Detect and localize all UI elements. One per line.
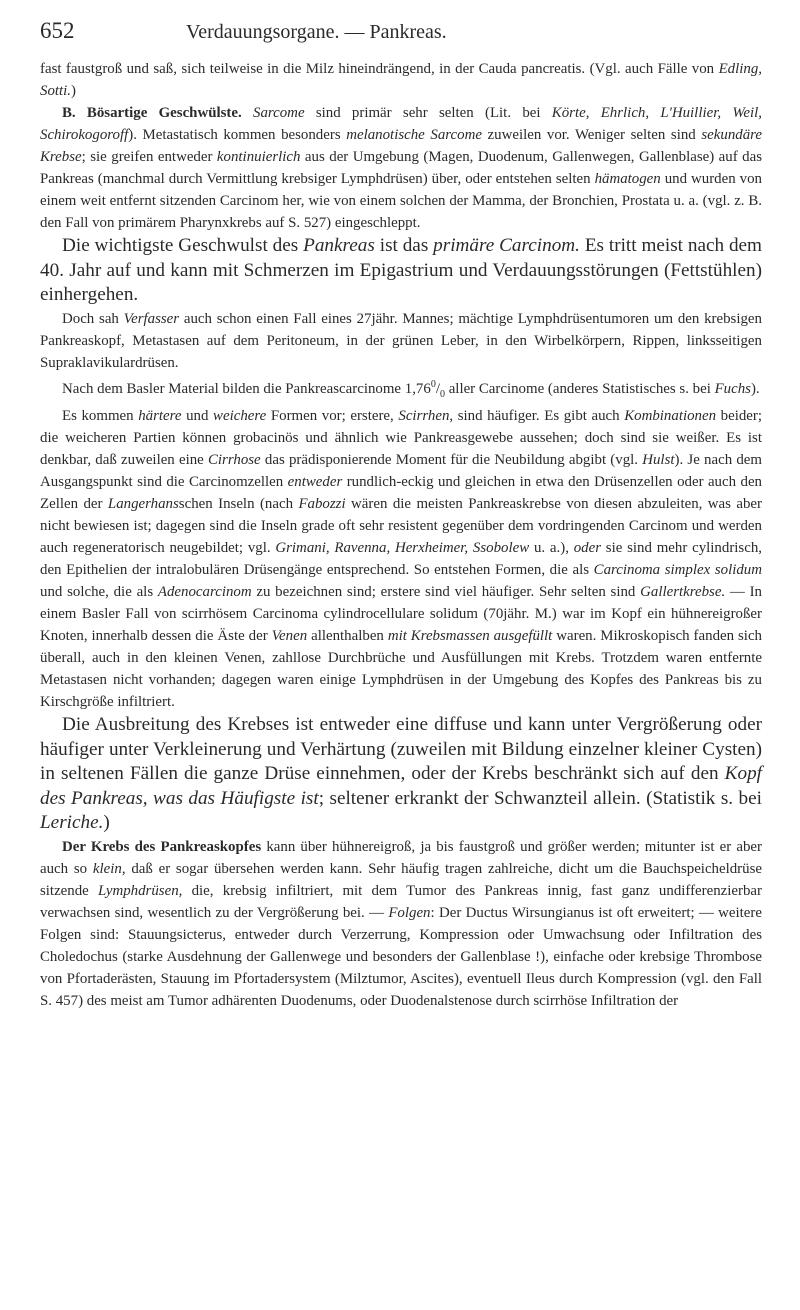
text-run: kann über hühnereigroß, ja bis faustgroß und größer werden; mitunter ist er aber auch so	[40, 838, 762, 877]
paragraph-intro	[40, 58, 762, 102]
author-names: Edling, Sotti.	[40, 61, 762, 99]
running-head	[40, 18, 762, 58]
text-run: Doch sah	[62, 310, 124, 327]
text-run: Nach dem Basler Material bilden die Pankreascarcinome 1,76	[62, 380, 431, 397]
text-run: ; seltener erkrankt der Schwanzteil allein. (Statistik s. bei	[318, 787, 762, 809]
text-run: Es tritt meist nach dem 40. Jahr auf und kann mit Schmerzen im Epigastrium und Verdauungsstörungen (Fettstühlen) einhergehen.	[40, 235, 762, 305]
emphasis: kontinuierlich	[216, 149, 301, 165]
emphasis: Adenocarcinom	[157, 584, 252, 601]
text-run: Die Ausbreitung des Krebses ist entweder eine diffuse und kann unter Vergrößerung oder häufiger unter Verkleinerung und Verhärtung (zuweilen mit Bildung einzelner kleiner Cysten) in seltenen Fällen die ganze Drüse einnehmen, oder der Krebs beschränkt sich auf den	[40, 714, 762, 785]
paragraph-boesartige-geschwuelste	[40, 102, 762, 234]
emphasis: Kombinationen	[624, 408, 717, 425]
paragraph-ausbreitung	[40, 713, 762, 836]
text-run: : Der Ductus Wirsungianus ist oft erweitert; — weitere Folgen sind: Stauungsicterus, entweder durch Verzerrung, Kompression oder Umwachsung oder Infiltration des Choledochus (starke Ausdehnung der Gallenwege und besonders der Gallenblase !), einfache oder krebsige Thrombose von Pfortaderästen, Stauung im Pfortadersystem (Milztumor, Ascites), eventuell Ileus durch Kompression (vgl. den Fall S. 457) des meist am Tumor adhärenten Duodenums, oder Duodenalstenose durch scirrhöse Infiltration der	[40, 904, 762, 1009]
section-heading: Der Krebs des Pankreaskopfes	[62, 838, 262, 855]
emphasis: klein	[92, 860, 122, 877]
text-run: sind primär sehr selten (Lit. bei	[304, 105, 552, 121]
author-names: Langerhans	[107, 496, 179, 513]
text-run: und wurden von einem weit entfernt sitzenden Carcinom her, wie von einem solchen der Mamma, der Bronchien, Prostata u. a. (vgl. z. B. den Fall von primärem Pharynxkrebs auf S. 527) eingeschleppt.	[40, 171, 762, 231]
running-title: Verdauungsorgane. — Pankreas.	[186, 21, 447, 43]
author-names: Fuchs	[714, 380, 751, 397]
author-names: Hulst	[642, 452, 675, 469]
emphasis: Scirrhen	[398, 408, 450, 425]
emphasis: Lymphdrüsen	[98, 882, 179, 899]
text-run: ). Metastatisch kommen besonders	[128, 127, 347, 143]
emphasis: entweder	[287, 474, 343, 491]
text-run: u. a.),	[529, 540, 574, 557]
text-run: fast faustgroß und saß, sich teilweise in die Milz hineindrängend, in der Cauda pancreatis. (Vgl. auch Fälle von	[40, 61, 719, 77]
emphasis: primäre Carcinom.	[433, 235, 580, 256]
text-run: aller Carcinome (anderes Statistisches s. bei	[444, 380, 715, 397]
text-run: und solche, die als	[40, 584, 158, 601]
text-run: wären die meisten Pankreaskrebse von diesen abzuleiten, was aber nicht bewiesen ist; dagegen sind die Inseln grade oft sehr resistent gegenüber dem vordringenden Carcinom und werden auch regeneratorisch neugebildet; vgl.	[40, 496, 762, 557]
permille-sup: 0	[430, 378, 436, 390]
paragraph-case-27jaehr	[40, 308, 762, 374]
text-run: auch schon einen Fall eines 27jähr. Mannes; mächtige Lymphdrüsentumoren um den krebsigen Pankreaskopf, Metastasen auf dem Peritoneum, in der grünen Leber, in den Wirbelkörpern, Rippen, linksseitigen Supraklavikulardrüsen.	[40, 310, 762, 371]
paragraph-formen	[40, 405, 762, 713]
text-run: sie sind mehr cylindrisch, den Epithelien der intralobulären Drüsengänge entsprechend. So entstehen Formen, die als	[40, 540, 762, 579]
text-run: , sind häufiger. Es gibt auch	[449, 408, 625, 425]
text-run: , daß er sogar übersehen werden kann. Sehr häufig tragen zahlreiche, dicht um die Bauchspeicheldrüse sitzende	[40, 860, 762, 899]
emphasis: Kopf des Pankreas, was das Häufigste ist	[40, 763, 762, 809]
text-run: Formen vor; erstere,	[266, 408, 399, 425]
text-run: zu bezeichnen sind; erstere sind viel häufiger. Sehr selten sind	[251, 584, 641, 601]
permille-sub: 0	[439, 388, 445, 400]
text-run: beider; die weicheren Partien können grobacinös und ähnlich wie Pankreasgewebe aussehen; doch sind sie weißer. Es ist denkbar, daß zuweilen eine	[40, 408, 762, 469]
emphasis: melanotische Sarcome	[346, 127, 482, 143]
text-run: zuweilen vor. Weniger selten sind	[481, 127, 702, 143]
emphasis: hämatogen	[594, 171, 661, 187]
text-run: ; sie greifen entweder	[81, 149, 217, 165]
section-heading: B. Bösartige Geschwülste.	[62, 105, 242, 121]
author-names: Grimani, Ravenna, Herxheimer, Ssobolew	[275, 540, 530, 557]
emphasis: Folgen	[388, 904, 431, 921]
text-run: Die wichtigste Geschwulst des	[62, 235, 304, 256]
emphasis: härtere	[138, 408, 182, 425]
text-run: ). Je nach dem Ausgangspunkt sind die Carcinomzellen	[40, 452, 762, 491]
emphasis: sekundäre Krebse	[40, 127, 763, 165]
author-names: Fabozzi	[298, 496, 346, 513]
text-run: und	[181, 408, 214, 425]
text-run: allenthalben	[307, 628, 388, 645]
text-run: das prädisponierende Moment für die Neubildung abgibt (vgl.	[260, 452, 643, 469]
emphasis: Cirrhose	[207, 452, 261, 469]
text-run: ).	[750, 380, 760, 397]
author-names: Leriche.	[40, 812, 104, 834]
text-run: waren. Mikroskopisch fanden sich überall, auch in den kleinen Venen, zahllose Durchbrüche und Ausfüllungen mit Krebs. Trotzdem waren entfernte Metastasen nicht vorhanden; dagegen waren einige Lymphdrüsen in der Umgebung des Kopfes des Pankreas bis zu Kirschgröße infiltriert.	[40, 628, 762, 711]
text-run: , die, krebsig infiltriert, mit dem Tumor des Pankreas innig, fast ganz undifferenzierbar verwachsen sind, wesentlich zu der Vergrößerung bei. —	[40, 882, 763, 921]
page-number: 652	[40, 18, 75, 43]
emphasis: Venen	[271, 628, 308, 645]
emphasis: Sarcome	[253, 105, 305, 121]
text-run: ist das	[374, 235, 434, 256]
emphasis: Carcinoma simplex solidum	[593, 562, 762, 579]
emphasis: oder	[573, 540, 602, 557]
text-run: rundlich-eckig und gleichen in etwa den Drüsenzellen oder auch den Zellen der	[40, 474, 762, 513]
emphasis: mit Krebsmassen ausgefüllt	[387, 628, 553, 645]
paragraph-wichtigste-geschwulst	[40, 234, 762, 308]
author-names: Körte, Ehrlich, L'Huillier, Weil, Schirokogoroff	[40, 105, 762, 143]
emphasis: Gallertkrebse.	[640, 584, 726, 601]
emphasis: weichere	[213, 408, 267, 425]
text-run: )	[71, 83, 76, 99]
paragraph-krebs-pankreaskopf	[40, 836, 762, 1012]
text-run: aus der Umgebung (Magen, Duodenum, Gallenwegen, Gallenblase) auf das Pankreas (manchmal durch Vermittlung krebsiger Lymphdrüsen) über, oder entstehen selten	[40, 149, 762, 187]
paragraph-basler-material: Nach dem Basler Material bilden die Pankreascarcinome $1,76^0/_0$ aller Carcinome (anderes Statistisches s. bei Fuchs).	[62, 378, 760, 400]
text-run: — In einem Basler Fall von scirrhösem Carcinoma cylindrocellulare solidum (70jähr. M.) war im Kopf ein hühnereigroßer Knoten, innerhalb dessen die Äste der	[40, 584, 762, 645]
emphasis: Pankreas	[303, 235, 375, 256]
text-run: Es kommen	[62, 408, 139, 425]
emphasis: Verfasser	[123, 310, 180, 327]
text-run: )	[103, 812, 110, 834]
text-run: schen Inseln (nach	[178, 496, 299, 513]
